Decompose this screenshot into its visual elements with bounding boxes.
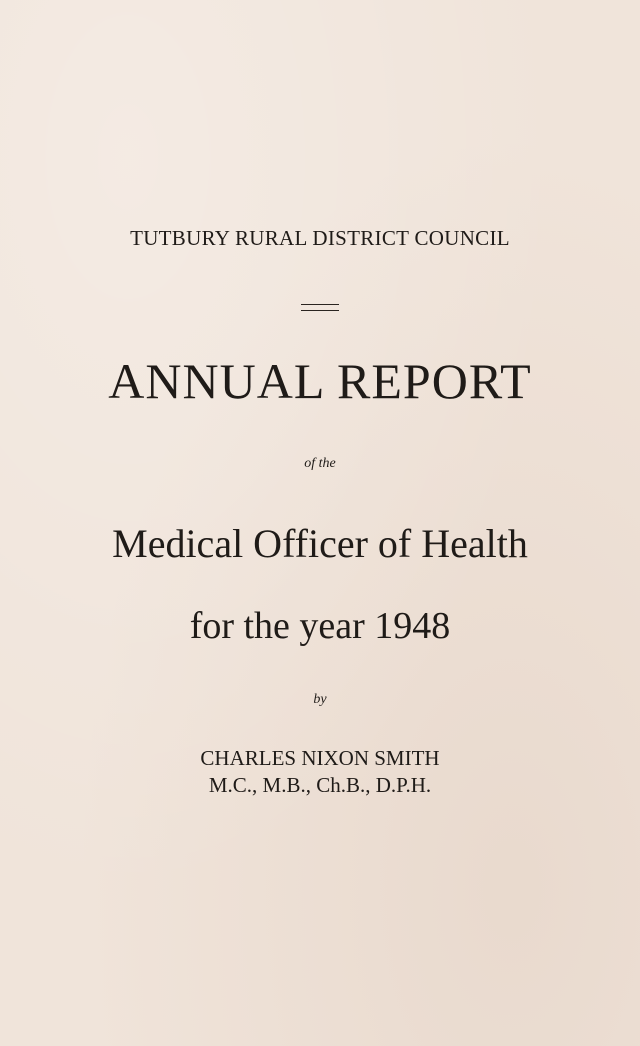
double-rule-divider [301,304,339,311]
report-period: for the year 1948 [189,605,451,647]
author-name: CHARLES NIXON SMITH [200,746,440,770]
by-connector: by [313,692,327,707]
of-the-connector: of the [304,456,336,471]
report-subject: Medical Officer of Health [112,521,528,566]
author-qualifications: M.C., M.B., Ch.B., D.P.H. [208,773,432,797]
report-title: ANNUAL REPORT [108,353,532,409]
council-name: TUTBURY RURAL DISTRICT COUNCIL [130,226,510,250]
